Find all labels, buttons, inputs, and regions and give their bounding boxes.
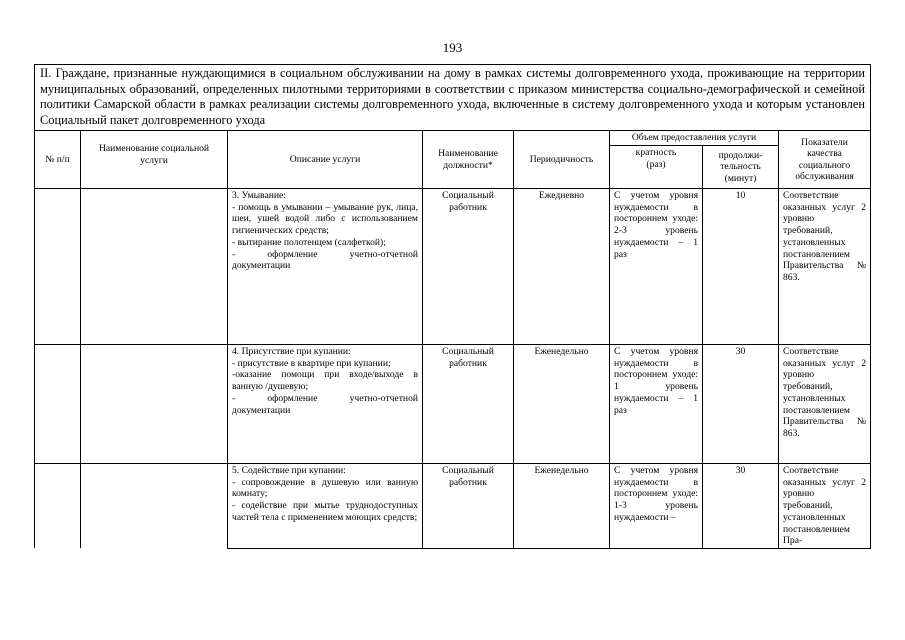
header-service-name: Наименование социальной услуги bbox=[81, 131, 228, 189]
cell-position: Социальный работник bbox=[423, 345, 514, 464]
cell-duration: 10 bbox=[703, 189, 779, 345]
header-row bbox=[35, 131, 871, 146]
cell-periodicity: Еженедельно bbox=[514, 464, 610, 549]
cell-num bbox=[35, 189, 81, 345]
cell-periodicity: Ежедневно bbox=[514, 189, 610, 345]
cell-duration: 30 bbox=[703, 345, 779, 464]
header-multiplicity: кратность (раз) bbox=[610, 146, 703, 189]
section-heading-row bbox=[35, 65, 871, 131]
cell-quality: Соответствие оказанных услуг 2 уровню требований, установленных постановлением Правительства № 863. bbox=[779, 189, 871, 345]
header-position: Наименование должности* bbox=[423, 131, 514, 189]
cell-num bbox=[35, 345, 81, 464]
cell-position: Социальный работник bbox=[423, 464, 514, 549]
cell-quality: Соответствие оказанных услуг 2 уровню требований, установленных постановлением Правительства № 863. bbox=[779, 345, 871, 464]
header-duration: продолжи- тельность (минут) bbox=[703, 146, 779, 189]
cell-duration: 30 bbox=[703, 464, 779, 549]
cell-multiplicity: С учетом уровня нуждаемости в постороннем уходе: 2-3 уровень нуждаемости – 1 раз bbox=[610, 189, 703, 345]
header-num: № п/п bbox=[35, 131, 81, 189]
cell-position: Социальный работник bbox=[423, 189, 514, 345]
header-periodicity: Периодичность bbox=[514, 131, 610, 189]
cell-description: 5. Содействие при купании: - сопровождение в душевую или ванную комнату; - содействие при мытье труднодоступных частей тела с применением моющих средств; bbox=[228, 464, 423, 549]
services-table bbox=[34, 64, 871, 549]
page-number: 193 bbox=[442, 40, 463, 55]
cell-service-name bbox=[81, 189, 228, 345]
section-heading: II. Граждане, признанные нуждающимися в социальном обслуживании на дому в рамках системы долговременного ухода, проживающие на территории муниципальных образований, определенных пилотными территориями в соответствии с приказом министерства социально-демографической и семейной политики Самарской области в рамках реализации системы долговременного ухода, включенные в систему долговременного ухода и которым установлен Социальный пакет долговременного ухода bbox=[35, 65, 871, 131]
cell-description: 4. Присутствие при купании: - присутствие в квартире при купании; -оказание помощи при входе/выходе в ванную /душевую; - оформление учетно-отчетной документации bbox=[228, 345, 423, 464]
cell-service-name bbox=[81, 464, 228, 549]
header-quality: Показатели качества социального обслуживания bbox=[779, 131, 871, 189]
cell-service-name bbox=[81, 345, 228, 464]
table-row bbox=[35, 464, 871, 549]
cell-periodicity: Еженедельно bbox=[514, 345, 610, 464]
cell-quality: Соответствие оказанных услуг 2 уровню требований, установленных постановлением Пра- bbox=[779, 464, 871, 549]
cell-multiplicity: С учетом уровня нуждаемости в постороннем уходе: 1-3 уровень нуждаемости – bbox=[610, 464, 703, 549]
header-description: Описание услуги bbox=[228, 131, 423, 189]
header-volume-group: Объем предоставления услуги bbox=[610, 131, 779, 146]
cell-description: 3. Умывание: - помощь в умывании – умывание рук, лица, шеи, ушей водой либо с использованием гигиенических средств; - вытирание полотенцем (салфеткой); - оформление учетно-отчетной документации bbox=[228, 189, 423, 345]
cell-multiplicity: С учетом уровня нуждаемости в постороннем уходе: 1 уровень нуждаемости – 1 раз bbox=[610, 345, 703, 464]
cell-num bbox=[35, 464, 81, 549]
table-row bbox=[35, 189, 871, 345]
table-row bbox=[35, 345, 871, 464]
